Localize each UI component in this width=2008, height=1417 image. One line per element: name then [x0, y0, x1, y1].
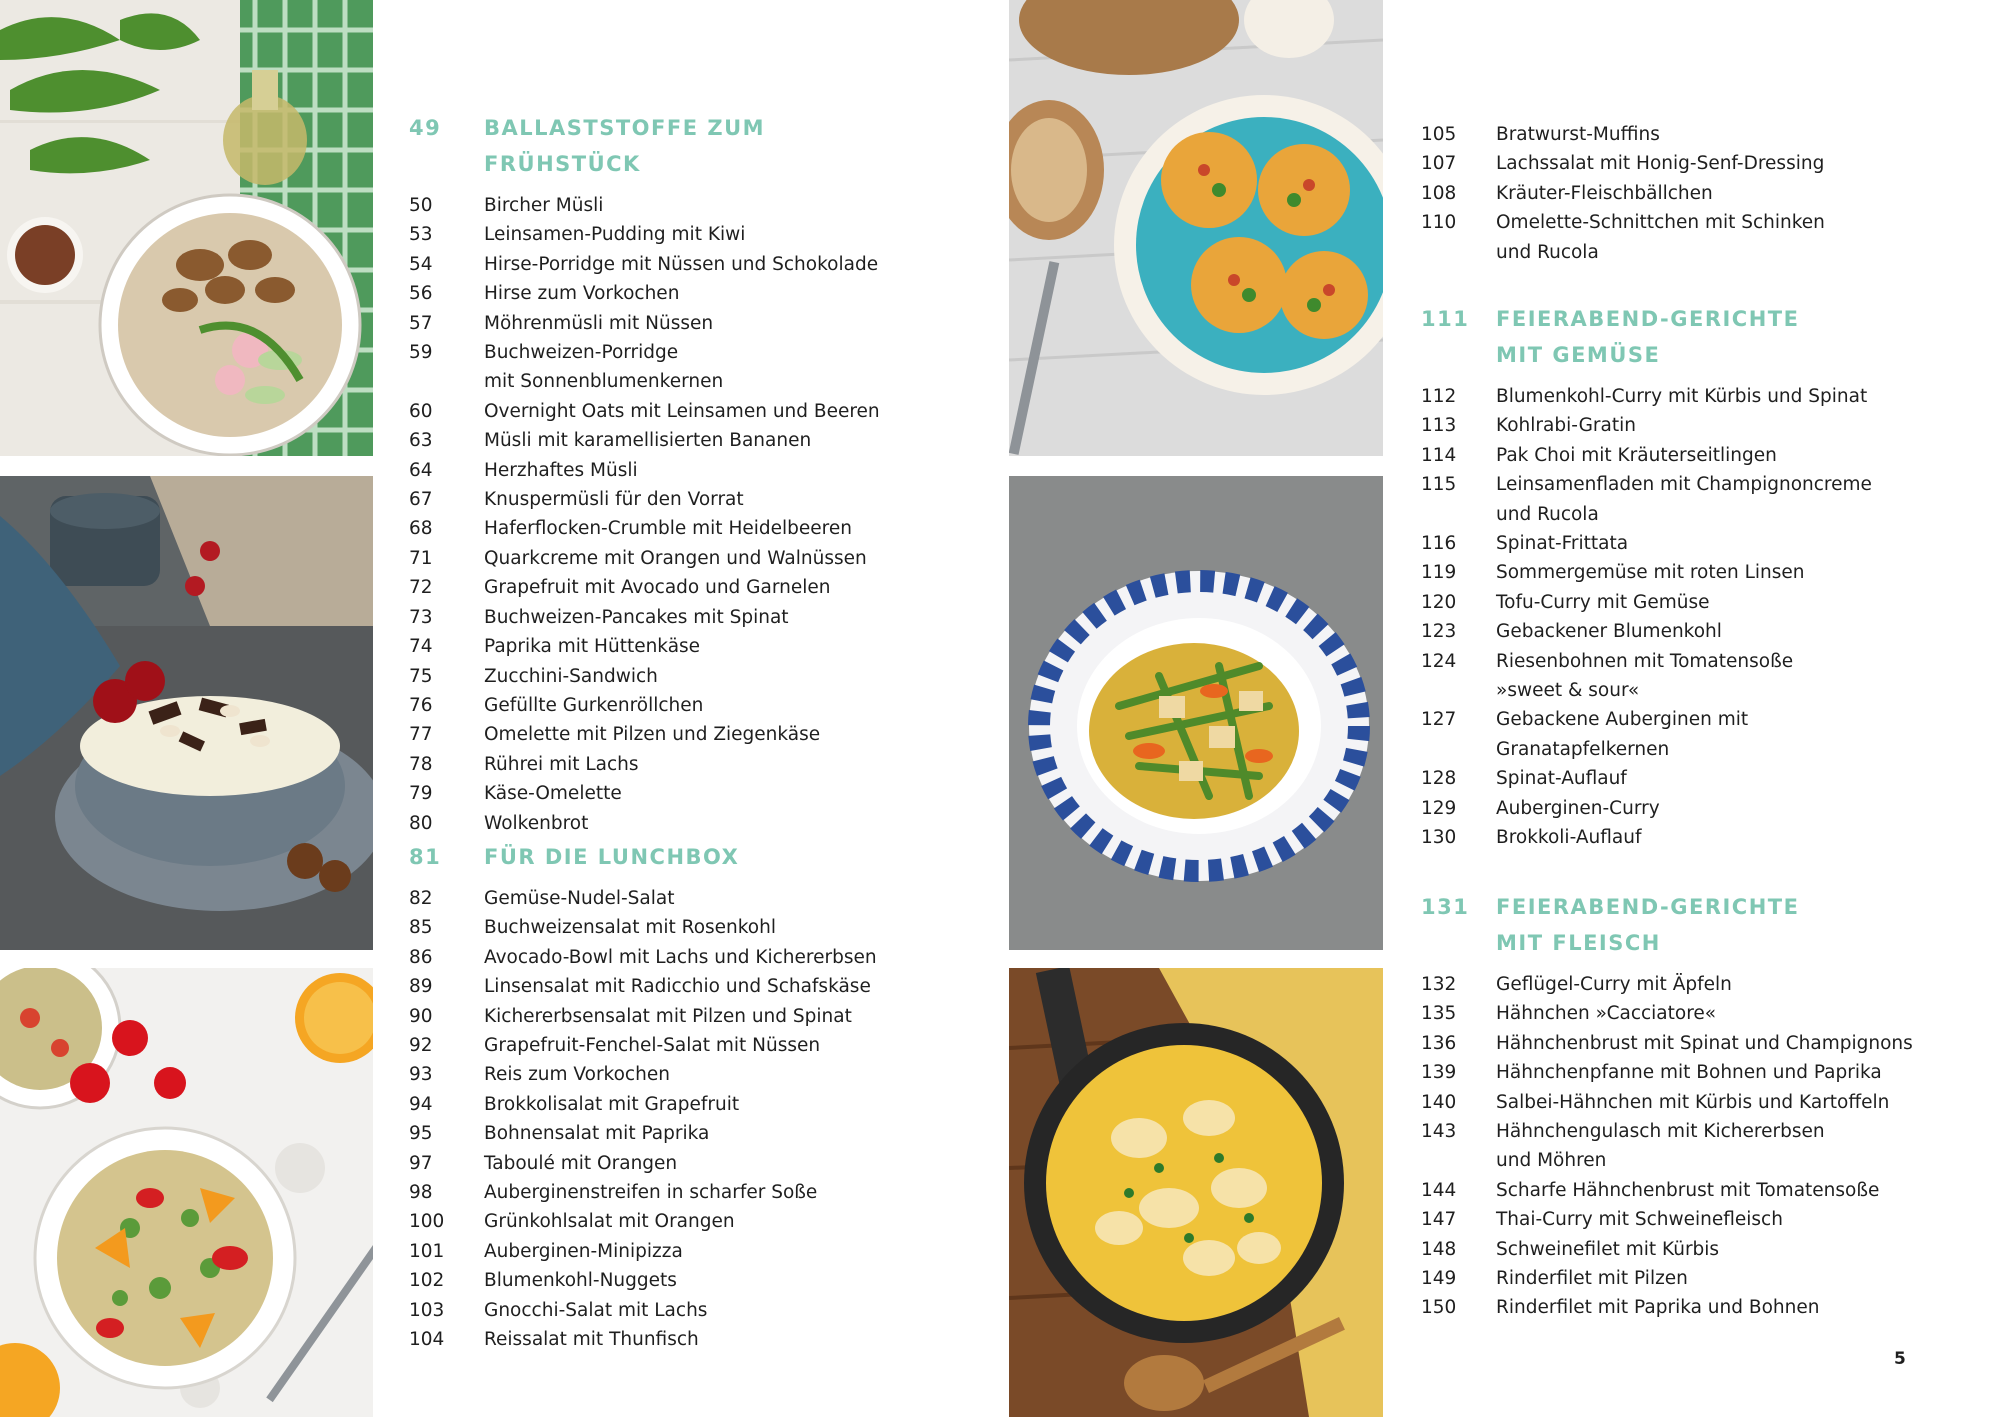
entry-page-number: 114 [1421, 444, 1457, 466]
toc-entry [1421, 1205, 1981, 1234]
entry-title: Müsli mit karamellisierten Bananen [484, 430, 812, 452]
entry-title: Kohlrabi-Gratin [1496, 415, 1636, 437]
toc-entry [1421, 705, 1981, 764]
toc-entry [1421, 529, 1981, 558]
toc-entry [409, 720, 969, 749]
entry-title: Schweinefilet mit Kürbis [1496, 1238, 1720, 1260]
toc-entry [1421, 470, 1981, 529]
toc-entry [409, 1119, 969, 1148]
toc-entry [1421, 1176, 1981, 1205]
toc-entry [409, 514, 969, 543]
entry-title: Hirse-Porridge mit Nüssen und Schokolade [484, 253, 879, 275]
entry-page-number: 60 [409, 400, 433, 422]
entry-title: Wolkenbrot [484, 812, 589, 834]
entry-page-number: 113 [1421, 415, 1457, 437]
toc-entry [409, 573, 969, 602]
toc-entry [409, 809, 969, 838]
toc-entry [409, 1090, 969, 1119]
toc-entry [409, 691, 969, 720]
entry-page-number: 148 [1421, 1238, 1457, 1260]
toc-entry [409, 943, 969, 972]
entry-title: Hähnchen »Cacciatore« [1496, 1003, 1717, 1025]
section-heading [409, 839, 969, 875]
entry-page-number: 147 [1421, 1209, 1457, 1231]
entry-title: Buchweizensalat mit Rosenkohl [484, 917, 776, 939]
entry-page-number: 98 [409, 1182, 433, 1204]
toc-entry [1421, 1235, 1981, 1264]
section-number: 111 [1421, 307, 1470, 331]
entry-title: Taboulé mit Orangen [484, 1152, 678, 1174]
entry-title: Hähnchenbrust mit Spinat und Champignons [1496, 1032, 1913, 1054]
entry-page-number: 139 [1421, 1062, 1457, 1084]
entry-page-number: 94 [409, 1093, 433, 1115]
toc-entry [409, 309, 969, 338]
entry-title: Tofu-Curry mit Gemüse [1496, 591, 1710, 613]
toc-entry [409, 544, 969, 573]
entry-page-number: 89 [409, 976, 433, 998]
entry-page-number: 108 [1421, 182, 1457, 204]
entry-page-number: 128 [1421, 768, 1457, 790]
toc-entry [1421, 1117, 1981, 1176]
entry-title: Lachssalat mit Honig-Senf-Dressing [1496, 153, 1825, 175]
entry-page-number: 80 [409, 812, 433, 834]
entry-title: Spinat-Frittata [1496, 533, 1629, 555]
toc-entry [1421, 1088, 1981, 1117]
entry-page-number: 112 [1421, 386, 1457, 407]
section-number: 81 [409, 845, 442, 869]
entry-page-number: 101 [409, 1240, 445, 1262]
toc-continued-entries [1421, 120, 1981, 267]
cherry-pudding-bowl-photo [0, 476, 373, 950]
entry-page-number: 54 [409, 253, 433, 275]
toc-entry [409, 1178, 969, 1207]
toc-entry [1421, 382, 1981, 411]
entry-title: Buchweizen-Porridge mit Sonnenblumenkernen [484, 342, 724, 393]
section-number: 131 [1421, 895, 1470, 919]
entry-title: Hähnchengulasch mit Kichererbsen und Möhren [1496, 1121, 1825, 1172]
entry-page-number: 115 [1421, 474, 1457, 496]
entry-page-number: 140 [1421, 1091, 1457, 1113]
entry-page-number: 90 [409, 1005, 433, 1027]
toc-entry [409, 220, 969, 249]
toc-entry [409, 1060, 969, 1089]
entry-page-number: 97 [409, 1152, 433, 1174]
entry-list [1421, 120, 1981, 267]
toc-entry [409, 1266, 969, 1295]
entry-page-number: 105 [1421, 124, 1457, 145]
entry-page-number: 120 [1421, 591, 1457, 613]
entry-page-number: 123 [1421, 621, 1457, 643]
entry-title: Gefüllte Gurkenröllchen [484, 694, 704, 716]
toc-entry [409, 1207, 969, 1236]
section-heading [1421, 301, 1981, 373]
entry-page-number: 73 [409, 606, 433, 628]
entry-page-number: 102 [409, 1270, 445, 1292]
entry-page-number: 93 [409, 1064, 433, 1086]
toc-entry [1421, 999, 1981, 1028]
entry-page-number: 130 [1421, 827, 1457, 849]
entry-title: Haferflocken-Crumble mit Heidelbeeren [484, 518, 852, 540]
entry-title: Grapefruit-Fenchel-Salat mit Nüssen [484, 1035, 821, 1057]
entry-page-number: 59 [409, 342, 433, 364]
entry-title: Kräuter-Fleischbällchen [1496, 182, 1713, 204]
entry-title: Brokkoli-Auflauf [1496, 827, 1642, 849]
entry-title: Knuspermüsli für den Vorrat [484, 489, 744, 511]
entry-page-number: 79 [409, 783, 433, 805]
entry-title: Scharfe Hähnchenbrust mit Tomatensoße [1496, 1179, 1880, 1201]
entry-page-number: 119 [1421, 562, 1457, 584]
taboule-salad-photo [0, 968, 373, 1417]
entry-list [1421, 382, 1981, 853]
entry-title: Reissalat mit Thunfisch [484, 1329, 699, 1351]
entry-title: Gebackener Blumenkohl [1496, 621, 1722, 643]
entry-title: Hähnchenpfanne mit Bohnen und Paprika [1496, 1062, 1882, 1084]
toc-entry [409, 1149, 969, 1178]
entry-page-number: 110 [1421, 212, 1457, 234]
toc-entry [409, 250, 969, 279]
toc-section-evening-meat [1421, 889, 1981, 1323]
toc-entry [409, 279, 969, 308]
toc-entry [409, 662, 969, 691]
entry-page-number: 86 [409, 946, 433, 968]
entry-title: Blumenkohl-Nuggets [484, 1270, 677, 1292]
toc-entry [409, 1002, 969, 1031]
entry-title: Zucchini-Sandwich [484, 665, 658, 687]
entry-title: Grapefruit mit Avocado und Garnelen [484, 577, 831, 599]
toc-entry [409, 632, 969, 661]
toc-entry [1421, 823, 1981, 852]
entry-title: Linsensalat mit Radicchio und Schafskäse [484, 976, 871, 998]
toc-entry [409, 1031, 969, 1060]
toc-entry [1421, 764, 1981, 793]
entry-page-number: 149 [1421, 1268, 1457, 1290]
entry-title: Grünkohlsalat mit Orangen [484, 1211, 735, 1233]
entry-title: Gebackene Auberginen mit Granatapfelkernen [1496, 709, 1749, 760]
entry-page-number: 92 [409, 1035, 433, 1057]
toc-entry [409, 456, 969, 485]
toc-section-lunchbox [409, 839, 969, 1355]
entry-page-number: 82 [409, 888, 433, 909]
entry-page-number: 56 [409, 283, 433, 305]
entry-page-number: 103 [409, 1299, 445, 1321]
section-title: FÜR DIE LUNCHBOX [484, 845, 740, 869]
entry-title: Avocado-Bowl mit Lachs und Kichererbsen [484, 946, 877, 968]
entry-page-number: 127 [1421, 709, 1457, 731]
toc-entry [409, 779, 969, 808]
toc-entry [409, 1296, 969, 1325]
entry-title: Paprika mit Hüttenkäse [484, 636, 701, 658]
page-number: 5 [1894, 1349, 1906, 1369]
egg-muffins-photo [1009, 0, 1383, 456]
entry-page-number: 76 [409, 694, 433, 716]
entry-page-number: 77 [409, 724, 433, 746]
entry-page-number: 104 [409, 1329, 445, 1351]
entry-page-number: 129 [1421, 797, 1457, 819]
entry-page-number: 57 [409, 312, 433, 334]
toc-entry [1421, 1029, 1981, 1058]
entry-title: Rinderfilet mit Paprika und Bohnen [1496, 1297, 1820, 1319]
entry-page-number: 75 [409, 665, 433, 687]
entry-page-number: 116 [1421, 533, 1457, 555]
entry-page-number: 143 [1421, 1121, 1457, 1143]
section-title: FEIERABEND-GERICHTE MIT FLEISCH [1496, 895, 1800, 955]
entry-title: Blumenkohl-Curry mit Kürbis und Spinat [1496, 386, 1868, 407]
toc-entry [1421, 149, 1981, 178]
entry-page-number: 132 [1421, 974, 1457, 995]
section-heading [409, 110, 969, 182]
toc-entry [409, 750, 969, 779]
entry-page-number: 136 [1421, 1032, 1457, 1054]
entry-title: Riesenbohnen mit Tomatensoße »sweet & sour« [1496, 650, 1794, 702]
toc-entry [1421, 1293, 1981, 1322]
entry-page-number: 71 [409, 547, 433, 569]
toc-entry [1421, 617, 1981, 646]
toc-entry [409, 1325, 969, 1354]
entry-title: Hirse zum Vorkochen [484, 283, 680, 305]
entry-title: Auberginen-Minipizza [484, 1240, 683, 1262]
entry-page-number: 68 [409, 518, 433, 540]
entry-title: Möhrenmüsli mit Nüssen [484, 312, 714, 334]
entry-page-number: 78 [409, 753, 433, 775]
entry-title: Brokkolisalat mit Grapefruit [484, 1093, 740, 1115]
entry-page-number: 135 [1421, 1003, 1457, 1025]
entry-page-number: 74 [409, 636, 433, 658]
entry-page-number: 144 [1421, 1179, 1457, 1201]
entry-title: Sommergemüse mit roten Linsen [1496, 562, 1805, 584]
entry-title: Salbei-Hähnchen mit Kürbis und Kartoffeln [1496, 1091, 1890, 1113]
toc-entry [1421, 588, 1981, 617]
entry-page-number: 63 [409, 430, 433, 452]
entry-title: Pak Choi mit Kräuterseitlingen [1496, 444, 1777, 466]
entry-title: Geflügel-Curry mit Äpfeln [1496, 974, 1732, 995]
entry-title: Leinsamenfladen mit Champignoncreme und Rucola [1496, 474, 1872, 525]
entry-page-number: 124 [1421, 650, 1457, 672]
entry-title: Bratwurst-Muffins [1496, 124, 1660, 145]
vegetable-tofu-curry-photo [1009, 476, 1383, 950]
mushroom-grain-bowl-photo [0, 0, 373, 456]
chicken-curry-pan-photo [1009, 968, 1383, 1417]
entry-list [1421, 970, 1981, 1323]
entry-page-number: 95 [409, 1123, 433, 1145]
entry-page-number: 50 [409, 195, 433, 216]
toc-entry [409, 426, 969, 455]
section-title: FEIERABEND-GERICHTE MIT GEMÜSE [1496, 307, 1800, 367]
toc-entry [409, 913, 969, 942]
entry-title: Bircher Müsli [484, 195, 604, 216]
entry-title: Auberginen-Curry [1496, 797, 1660, 819]
section-heading [1421, 889, 1981, 961]
entry-page-number: 107 [1421, 153, 1457, 175]
entry-title: Kichererbsensalat mit Pilzen und Spinat [484, 1005, 852, 1027]
entry-title: Herzhaftes Müsli [484, 459, 638, 481]
toc-entry [1421, 120, 1981, 149]
toc-entry [409, 603, 969, 632]
entry-page-number: 53 [409, 224, 433, 246]
entry-page-number: 72 [409, 577, 433, 599]
entry-page-number: 150 [1421, 1297, 1457, 1319]
entry-title: Reis zum Vorkochen [484, 1064, 670, 1086]
entry-title: Overnight Oats mit Leinsamen und Beeren [484, 400, 880, 422]
toc-entry [1421, 558, 1981, 587]
entry-title: Rinderfilet mit Pilzen [1496, 1268, 1688, 1290]
toc-entry [1421, 441, 1981, 470]
entry-title: Bohnensalat mit Paprika [484, 1123, 710, 1145]
toc-entry [1421, 411, 1981, 440]
entry-title: Rührei mit Lachs [484, 753, 639, 775]
entry-title: Quarkcreme mit Orangen und Walnüssen [484, 547, 867, 569]
entry-page-number: 64 [409, 459, 433, 481]
entry-title: Käse-Omelette [484, 783, 622, 805]
toc-entry [1421, 970, 1981, 999]
toc-entry [1421, 647, 1981, 706]
toc-entry [409, 485, 969, 514]
section-title: BALLASTSTOFFE ZUM FRÜHSTÜCK [484, 116, 766, 176]
toc-entry [409, 397, 969, 426]
section-number: 49 [409, 116, 442, 140]
toc-entry [409, 1237, 969, 1266]
toc-entry [1421, 1264, 1981, 1293]
toc-section-breakfast [409, 110, 969, 838]
entry-page-number: 67 [409, 489, 433, 511]
entry-title: Thai-Curry mit Schweinefleisch [1496, 1209, 1783, 1231]
toc-entry [409, 972, 969, 1001]
entry-page-number: 85 [409, 917, 433, 939]
entry-title: Omelette-Schnittchen mit Schinken und Rucola [1496, 212, 1825, 263]
entry-title: Leinsamen-Pudding mit Kiwi [484, 224, 746, 246]
entry-title: Buchweizen-Pancakes mit Spinat [484, 606, 789, 628]
entry-list [409, 884, 969, 1355]
entry-title: Gemüse-Nudel-Salat [484, 888, 675, 909]
entry-title: Omelette mit Pilzen und Ziegenkäse [484, 724, 821, 746]
toc-entry [1421, 179, 1981, 208]
toc-entry [409, 338, 969, 397]
toc-entry [1421, 794, 1981, 823]
toc-section-evening-vegetables [1421, 301, 1981, 853]
entry-title: Gnocchi-Salat mit Lachs [484, 1299, 708, 1321]
entry-page-number: 100 [409, 1211, 445, 1233]
entry-title: Spinat-Auflauf [1496, 768, 1627, 790]
entry-list [409, 191, 969, 838]
toc-entry [409, 884, 969, 913]
toc-entry [409, 191, 969, 220]
toc-entry [1421, 1058, 1981, 1087]
toc-entry [1421, 208, 1981, 267]
entry-title: Auberginenstreifen in scharfer Soße [484, 1182, 818, 1204]
